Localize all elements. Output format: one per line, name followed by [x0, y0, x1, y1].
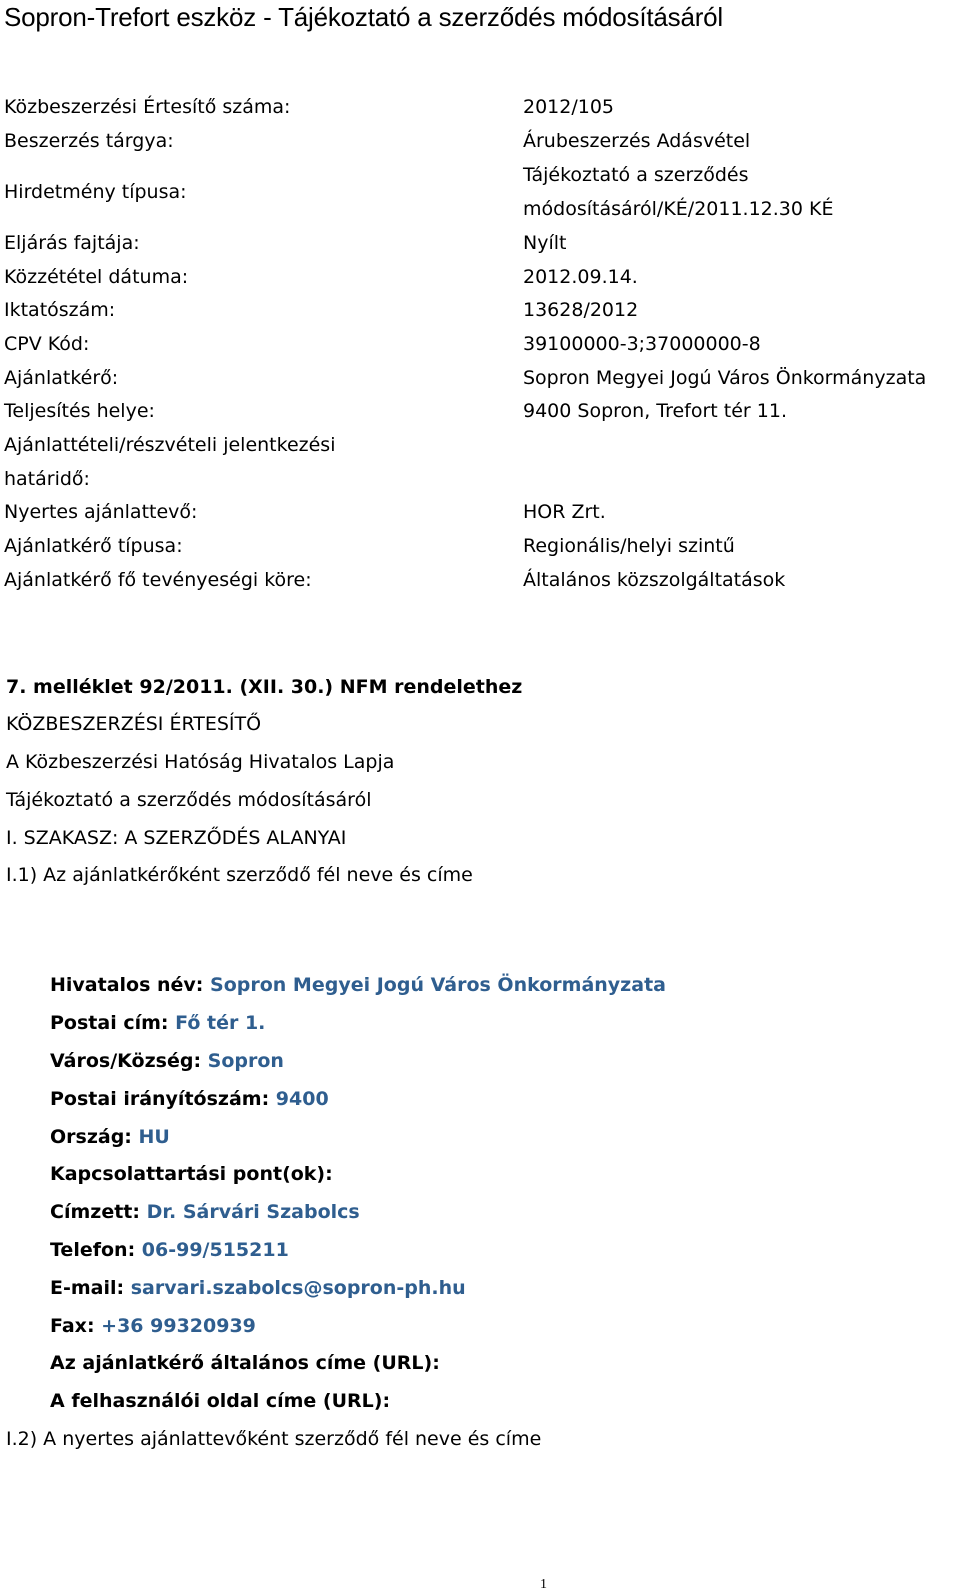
summary-label: Közzététel dátuma: [4, 266, 189, 288]
field-label: Város/Község: [50, 1050, 208, 1072]
summary-label: CPV Kód: [4, 333, 90, 355]
summary-label: Beszerzés tárgya: [4, 130, 174, 152]
subsection-heading: I.2) A nyertes ajánlattevőként szerződő fél neve és címe [6, 1428, 542, 1450]
field-label: Ország: [50, 1126, 139, 1148]
summary-label: Ajánlatkérő fő tevényeségi köre: [4, 569, 312, 591]
field-value: 06-99/515211 [141, 1239, 289, 1261]
notice-title: Tájékoztató a szerződés módosításáról [6, 789, 372, 811]
addressee-line [50, 1199, 360, 1225]
summary-value: 2012.09.14. [523, 266, 638, 288]
field-value: Fő tér 1. [175, 1012, 266, 1034]
field-value: Dr. Sárvári Szabolcs [146, 1201, 360, 1223]
field-value: Sopron [207, 1050, 284, 1072]
field-label: Fax: [50, 1315, 102, 1337]
annex-reference: 7. melléklet 92/2011. (XII. 30.) NFM rendelethez [6, 676, 523, 698]
summary-value: 9400 Sopron, Trefort tér 11. [523, 400, 787, 422]
summary-label: Ajánlatkérő típusa: [4, 535, 183, 557]
section-heading: I. SZAKASZ: A SZERZŐDÉS ALANYAI [6, 827, 347, 849]
summary-label: Iktatószám: [4, 299, 116, 321]
contact-points-line [50, 1161, 333, 1187]
postal-code-line [50, 1086, 329, 1112]
summary-value: Sopron Megyei Jogú Város Önkormányzata [523, 367, 927, 389]
summary-label: Teljesítés helye: [4, 400, 155, 422]
email-value: sarvari.szabolcs@sopron-ph.hu [130, 1277, 466, 1299]
field-value: 9400 [275, 1088, 329, 1110]
summary-value: 2012/105 [523, 96, 615, 118]
summary-value: HOR Zrt. [523, 501, 606, 523]
field-label: Kapcsolattartási pont(ok): [50, 1163, 333, 1185]
summary-row-deadline [4, 428, 954, 496]
field-label: Az ajánlatkérő általános címe (URL): [50, 1352, 440, 1374]
summary-value: Árubeszerzés Adásvétel [523, 130, 751, 152]
summary-label: Eljárás fajtája: [4, 232, 140, 254]
general-url-line [50, 1350, 440, 1376]
subsection-heading: I.1) Az ajánlatkérőként szerződő fél neve és címe [6, 864, 473, 886]
field-label: Postai irányítószám: [50, 1088, 276, 1110]
summary-value: Regionális/helyi szintű [523, 535, 735, 557]
country-line [50, 1124, 170, 1150]
summary-value: Nyílt [523, 232, 567, 254]
field-value: +36 99320939 [101, 1315, 256, 1337]
field-value: Sopron Megyei Jogú Város Önkormányzata [210, 974, 666, 996]
field-label: Postai cím: [50, 1012, 176, 1034]
summary-label: Közbeszerzési Értesítő száma: [4, 96, 291, 118]
summary-label: Ajánlatkérő: [4, 367, 119, 389]
summary-value-line1: Tájékoztató a szerződés [523, 164, 749, 186]
field-label: A felhasználói oldal címe (URL): [50, 1390, 391, 1412]
summary-label-line2: határidő: [4, 468, 90, 490]
buyer-profile-url-line [50, 1388, 390, 1414]
postal-address-line [50, 1010, 265, 1036]
summary-row-notice-type [4, 158, 954, 226]
journal-subtitle: A Közbeszerzési Hatóság Hivatalos Lapja [6, 751, 395, 773]
official-name-line [50, 972, 666, 998]
field-label: Telefon: [50, 1239, 142, 1261]
summary-value: 13628/2012 [523, 299, 639, 321]
summary-value-line2: módosításáról/KÉ/2011.12.30 KÉ [523, 198, 834, 220]
email-line [50, 1275, 466, 1301]
phone-line [50, 1237, 289, 1263]
town-line [50, 1048, 284, 1074]
summary-label: Hirdetmény típusa: [4, 181, 187, 203]
fax-line [50, 1313, 256, 1339]
field-value: HU [138, 1126, 170, 1148]
summary-label: Nyertes ajánlattevő: [4, 501, 198, 523]
summary-value: 39100000-3;37000000-8 [523, 333, 761, 355]
field-label: Címzett: [50, 1201, 147, 1223]
summary-value: Általános közszolgáltatások [523, 569, 786, 591]
summary-label-line1: Ajánlattételi/részvételi jelentkezési [4, 434, 336, 456]
field-label: Hivatalos név: [50, 974, 211, 996]
journal-name: KÖZBESZERZÉSI ÉRTESÍTŐ [6, 713, 262, 735]
page-number: 1 [540, 1577, 547, 1592]
field-label: E-mail: [50, 1277, 131, 1299]
page-title: Sopron-Trefort eszköz - Tájékoztató a szerződés módosításáról [4, 2, 724, 32]
